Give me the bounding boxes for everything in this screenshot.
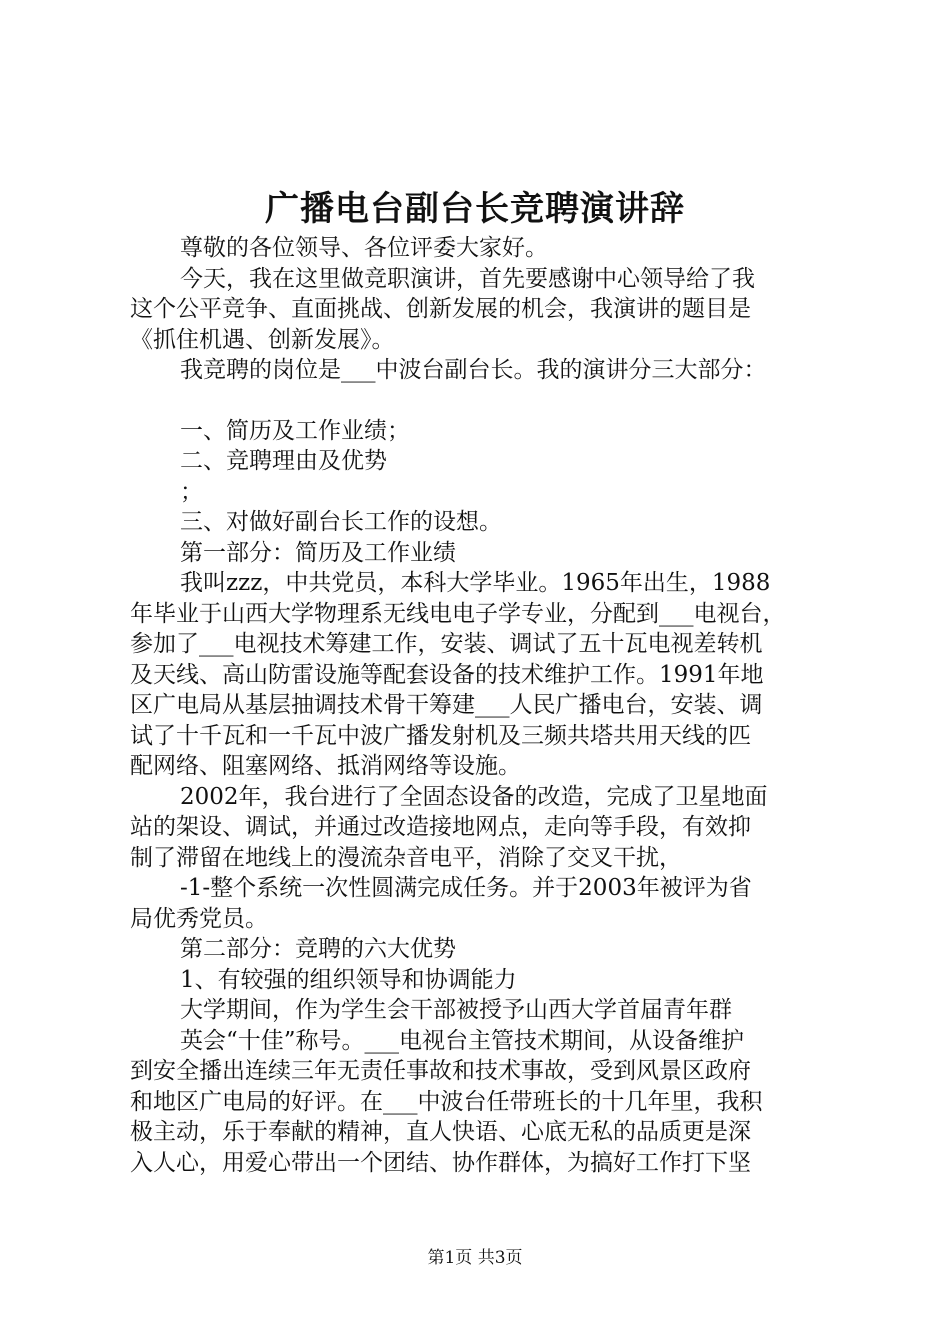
text-line: 第二部分：竞聘的六大优势 bbox=[180, 936, 456, 962]
document-title: 广播电台副台长竞聘演讲辞 bbox=[265, 189, 685, 229]
text-line: 今天，我在这里做竞职演讲，首先要感谢中心领导给了我 bbox=[180, 265, 755, 292]
text-line: 到安全播出连续三年无责任事故和技术事故，受到风景区政府 bbox=[130, 1058, 751, 1084]
text-line: 我竞聘的岗位是___中波台副台长。我的演讲分三大部分： bbox=[180, 357, 767, 383]
text-line: 二、竞聘理由及优势 bbox=[180, 448, 387, 474]
text-line: 入人心，用爱心带出一个团结、协作群体，为搞好工作打下坚 bbox=[130, 1149, 751, 1176]
blank-line bbox=[130, 386, 830, 416]
text-line: 2002年，我台进行了全固态设备的改造，完成了卫星地面 bbox=[180, 783, 768, 810]
text-line: 《抓住机遇、创新发展》。 bbox=[130, 326, 395, 353]
text-line: 区广电局从基层抽调技术骨干筹建___人民广播电台，安装、调 bbox=[130, 692, 763, 718]
text-line: 我叫zzz，中共党员，本科大学毕业。1965年出生，1988 bbox=[180, 570, 771, 596]
text-line: 一、简历及工作业绩； bbox=[180, 417, 410, 444]
text-line: 参加了___电视技术筹建工作，安装、调试了五十瓦电视差转机 bbox=[130, 631, 763, 657]
text-line: 及天线、高山防雷设施等配套设备的技术维护工作。1991年地 bbox=[130, 661, 764, 688]
text-line: 配网络、阻塞网络、抵消网络等设施。 bbox=[130, 753, 521, 779]
document-body bbox=[130, 233, 830, 1178]
text-line: 大学期间，作为学生会干部被授予山西大学首届青年群 bbox=[180, 997, 732, 1023]
text-line: 英会“十佳”称号。___电视台主管技术期间，从设备维护 bbox=[180, 1027, 745, 1054]
text-line: 第一部分：简历及工作业绩 bbox=[180, 539, 456, 566]
text-line: 三、对做好副台长工作的设想。 bbox=[180, 509, 502, 535]
text-line: -1-整个系统一次性圆满完成任务。并于2003年被评为省 bbox=[180, 875, 752, 901]
page-footer: 第1页 共3页 bbox=[427, 1248, 523, 1268]
text-line: 这个公平竞争、直面挑战、创新发展的机会，我演讲的题目是 bbox=[130, 296, 751, 322]
text-line: ； bbox=[180, 478, 203, 505]
text-line: 年毕业于山西大学物理系无线电电子学专业，分配到___电视台， bbox=[130, 600, 786, 627]
text-line: 试了十千瓦和一千瓦中波广播发射机及三频共塔共用天线的匹 bbox=[130, 722, 751, 749]
text-line: 制了滞留在地线上的漫流杂音电平，消除了交叉干扰， bbox=[130, 844, 682, 871]
text-line: 站的架设、调试，并通过改造接地网点，走向等手段，有效抑 bbox=[130, 814, 751, 840]
text-line: 尊敬的各位领导、各位评委大家好。 bbox=[180, 235, 548, 261]
text-line: 1、有较强的组织领导和协调能力 bbox=[180, 966, 517, 993]
text-line: 极主动，乐于奉献的精神，直人快语、心底无私的品质更是深 bbox=[130, 1119, 751, 1145]
text-line: 和地区广电局的好评。在___中波台任带班长的十几年里，我积 bbox=[130, 1088, 763, 1115]
text-line: 局优秀党员。 bbox=[130, 905, 268, 932]
